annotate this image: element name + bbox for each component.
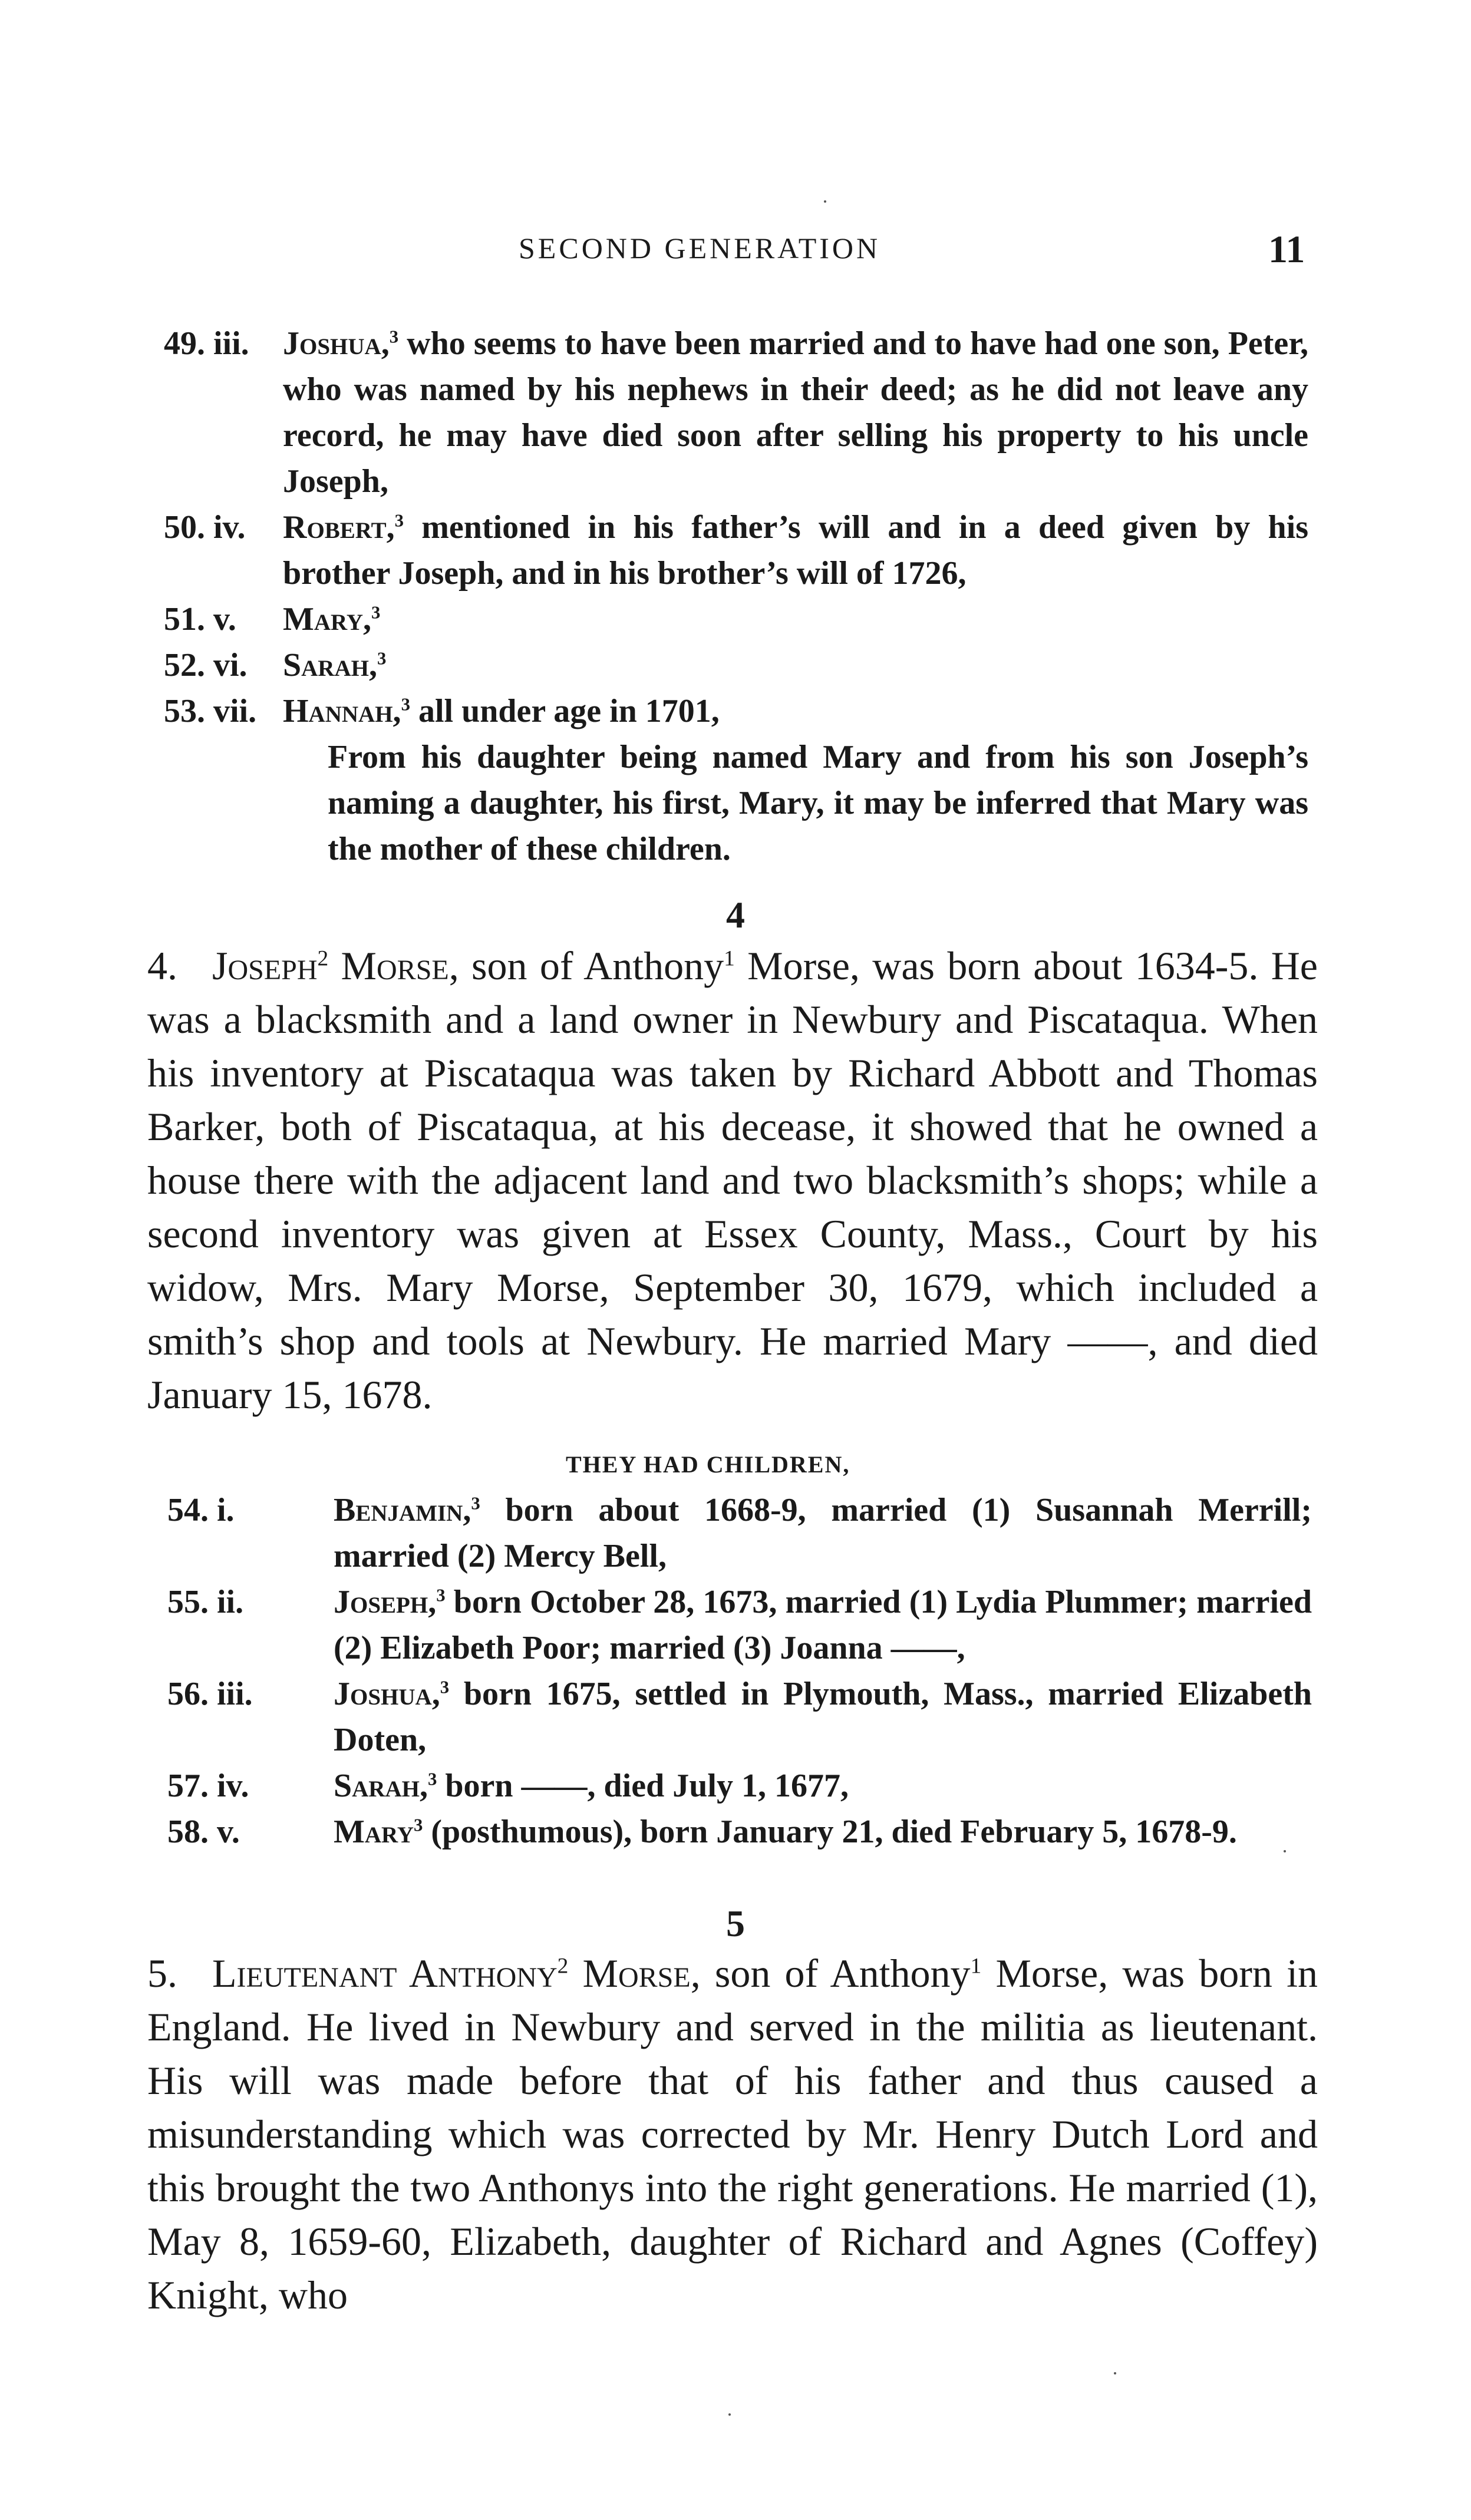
generation-marker: 1 (970, 1954, 982, 1979)
paragraph-number: 5. (147, 1951, 177, 1996)
entry-description: born October 28, 1673, married (1) Lydia Plummer; married (2) Elizabeth Poor; married (3) Joanna ——, (334, 1584, 1312, 1666)
anthony-morse-paragraph (147, 1947, 1318, 2322)
list-item (0, 1579, 1471, 1671)
scan-speck (1114, 2372, 1116, 2374)
entry-number: 56. iii. (167, 1676, 253, 1712)
entry-text (283, 504, 1308, 596)
entry-description: who seems to have been married and to have had one son, Peter, who was named by his nephews in their deed; as he did not leave any record, he may have died soon after selling his property to his uncle Joseph, (283, 325, 1308, 500)
person-name: Sarah, (334, 1768, 428, 1804)
generation-marker: 2 (557, 1954, 569, 1979)
list-item (0, 321, 1471, 504)
surname: Morse (328, 943, 449, 988)
person-name: Joshua, (283, 325, 390, 362)
entry-text (334, 1763, 1312, 1809)
entry-description: all under age in 1701, (410, 693, 720, 729)
person-name: Joseph, (334, 1584, 437, 1620)
paragraph-text-a: , son of Anthony (690, 1951, 971, 1996)
had-children-heading: THEY HAD CHILDREN, (566, 1451, 850, 1478)
list-item (0, 1809, 1471, 1855)
generation-marker: 1 (724, 946, 735, 971)
generation-marker: 3 (436, 1585, 446, 1606)
generation-marker: 3 (440, 1677, 450, 1697)
list-item (0, 504, 1471, 596)
person-name: Hannah, (283, 693, 401, 729)
generation-marker: 3 (471, 1493, 480, 1514)
running-title: SECOND GENERATION (519, 232, 881, 265)
joseph-morse-paragraph (147, 939, 1318, 1422)
section-number-4: 4 (726, 894, 745, 936)
person-name: Joshua, (334, 1676, 440, 1712)
entry-description: born about 1668-9, married (1) Susannah Merrill; married (2) Mercy Bell, (334, 1492, 1312, 1574)
entry-number: 49. iii. (164, 325, 249, 362)
generation-marker: 3 (427, 1769, 437, 1789)
page-number: 11 (1268, 228, 1305, 271)
scan-speck (824, 200, 826, 203)
entry-number: 58. v. (167, 1814, 240, 1850)
list-item (0, 688, 1471, 734)
entry-text (283, 642, 1308, 688)
entry-number: 53. vii. (164, 693, 257, 729)
list-item (0, 1763, 1471, 1809)
person-name: Sarah, (283, 647, 377, 683)
paragraph-text-b: Morse, was born in England. He lived in Newbury and served in the militia as lieutenant. His will was made before that of his father and thus caused a misunderstanding which was corrected by Mr. Henry Dutch Lord and this brought the two Anthonys into the right generations. He married (1), May 8, 1659-60, Elizabeth, daughter of Richard and Agnes (Coffey) Knight, who (147, 1951, 1318, 2317)
entry-text (283, 321, 1308, 504)
generation-marker: 3 (401, 694, 410, 715)
list-item (0, 642, 1471, 688)
generation-marker: 3 (394, 510, 404, 531)
person-name: Benjamin, (334, 1492, 471, 1528)
entry-number: 52. vi. (164, 647, 248, 683)
running-head (0, 228, 1471, 278)
entry-text (334, 1809, 1312, 1855)
entry-number: 57. iv. (167, 1768, 249, 1804)
entry-number: 50. iv. (164, 509, 246, 546)
generation-marker: 3 (371, 602, 381, 623)
generation-marker: 3 (413, 1815, 423, 1835)
paragraph-text-b: Morse, was born about 1634-5. He was a blacksmith and a land owner in Newbury and Piscataqua. When his inventory at Piscataqua was taken by Richard Abbott and Thomas Barker, both of Piscataqua, at his decease, it showed that he owned a house there with the adjacent land and two blacksmith’s shops; while a second inventory was given at Essex County, Mass., Court by his widow, Mrs. Mary Morse, September 30, 1679, which included a smith’s shop and tools at Newbury. He married Mary ——, and died January 15, 1678. (147, 943, 1318, 1417)
entry-description: born ——, died July 1, 1677, (437, 1768, 849, 1804)
list-item (0, 596, 1471, 642)
entry-text (283, 688, 1308, 734)
entry-description: born 1675, settled in Plymouth, Mass., married Elizabeth Doten, (334, 1676, 1312, 1758)
entry-description: (posthumous), born January 21, died February 5, 1678-9. (423, 1814, 1237, 1850)
paragraph-number: 4. (147, 943, 177, 988)
entry-number: 55. ii. (167, 1584, 244, 1620)
generation-marker: 3 (377, 648, 387, 669)
surname: Morse (568, 1951, 691, 1996)
paragraph-text-a: , son of Anthony (448, 943, 724, 988)
children-list-second (0, 1487, 1471, 1855)
entry-text (334, 1671, 1312, 1763)
children-list-first (0, 321, 1471, 872)
entry-text (334, 1579, 1312, 1671)
entry-text (334, 1487, 1312, 1579)
person-name: Mary, (283, 601, 371, 638)
mother-note: From his daughter being named Mary and from his son Joseph’s naming a daughter, his first, Mary, it may be inferred that Mary was the mother of these children. (328, 739, 1308, 867)
scan-speck (1284, 1850, 1286, 1852)
scan-speck (728, 2413, 731, 2416)
generation-marker: 2 (317, 946, 329, 971)
list-item (0, 1487, 1471, 1579)
section-number-5: 5 (726, 1903, 745, 1944)
entry-number: 54. i. (167, 1492, 235, 1528)
entry-number: 51. v. (164, 601, 236, 638)
generation-marker: 3 (389, 326, 399, 347)
person-name: Mary (334, 1814, 414, 1850)
entry-description: mentioned in his father’s will and in a deed given by his brother Joseph, and in his brother’s will of 1726, (283, 509, 1308, 592)
list-item (0, 1671, 1471, 1763)
person-name: Joseph (212, 943, 318, 988)
person-name: Robert, (283, 509, 395, 546)
person-name: Lieutenant Anthony (212, 1951, 558, 1996)
entry-text (283, 596, 1308, 642)
